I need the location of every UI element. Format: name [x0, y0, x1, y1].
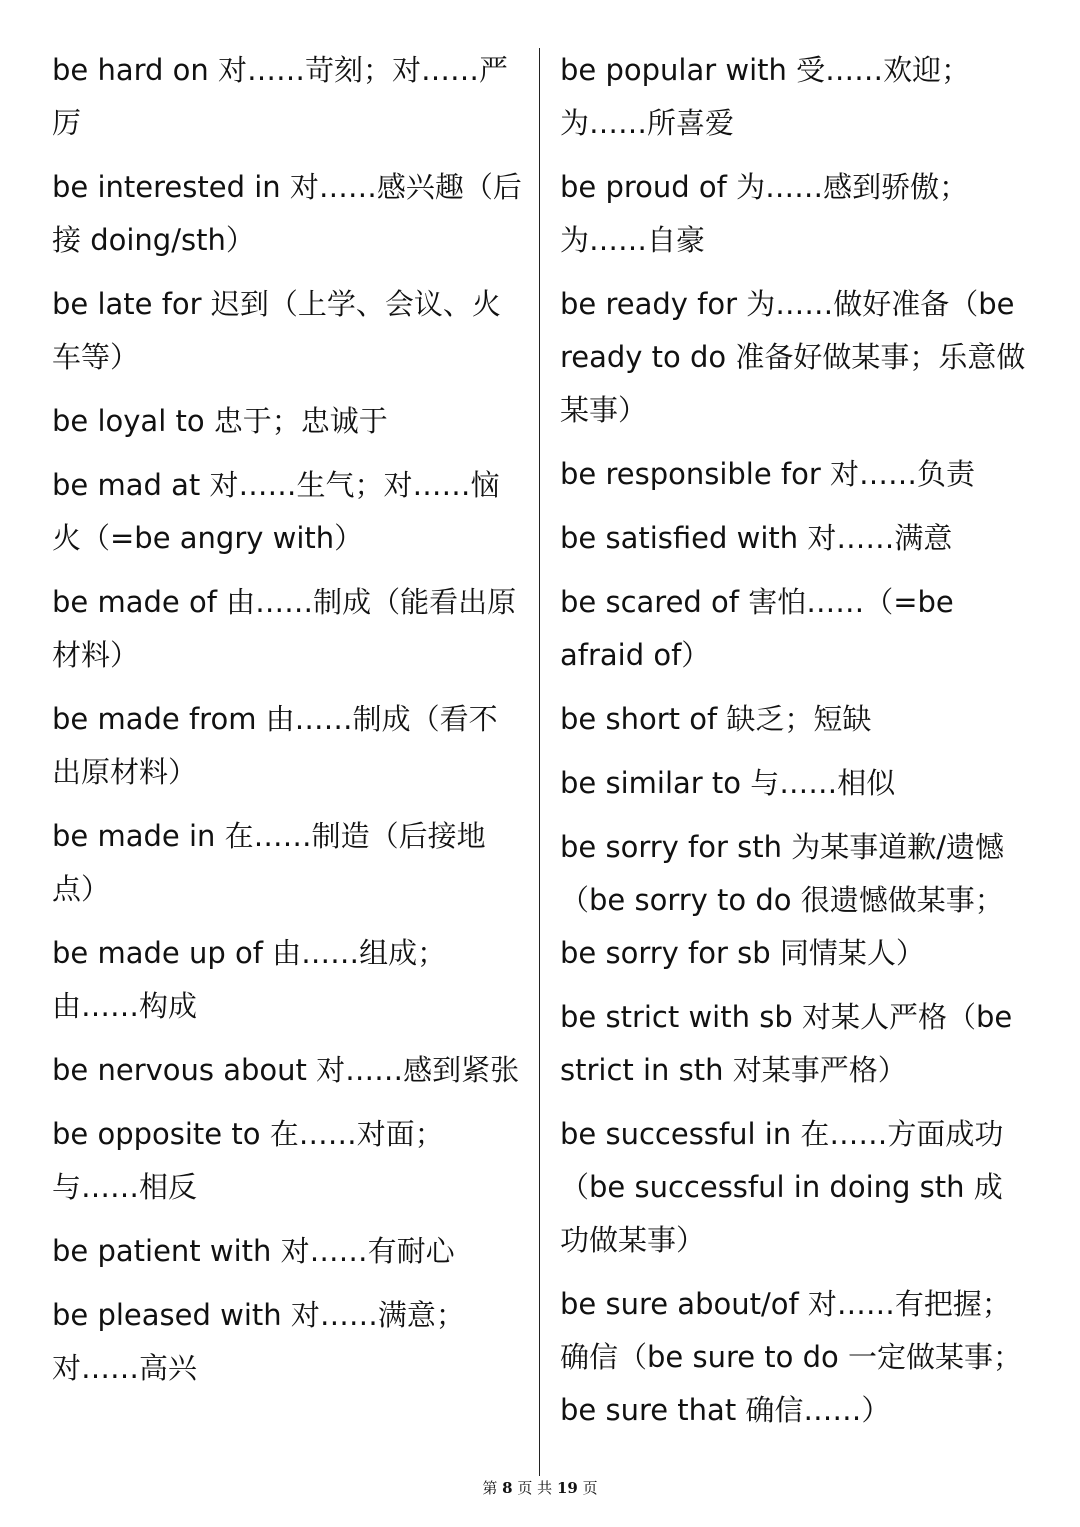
phrase-entry: be responsible for 对……负责: [560, 457, 976, 491]
footer-middle: 页 共: [517, 1479, 553, 1497]
right-column: [560, 44, 1030, 1448]
column-divider: [539, 48, 540, 1476]
phrase-entry: be popular with 受……欢迎；为……所喜爱: [560, 53, 971, 140]
page-footer: [0, 1477, 1080, 1498]
total-pages-number: 19: [556, 1479, 578, 1497]
phrase-entry: be pleased with 对……满意；对……高兴: [52, 1298, 465, 1385]
phrase-entry: be short of 缺乏；短缺: [560, 702, 872, 736]
phrase-entry: be ready for 为……做好准备（be ready to do 准备好做某事；乐意做某事）: [560, 287, 1026, 427]
phrase-entry: be scared of 害怕……（=be afraid of）: [560, 585, 954, 672]
phrase-entry: be hard on 对……苛刻；对……严厉: [52, 53, 508, 140]
current-page-number: 8: [502, 1479, 513, 1497]
phrase-entry: be proud of 为……感到骄傲；为……自豪: [560, 170, 969, 257]
phrase-entry: be patient with 对……有耐心: [52, 1234, 455, 1268]
phrase-entry: be mad at 对……生气；对……恼火（=be angry with）: [52, 468, 500, 555]
phrase-entry: be nervous about 对……感到紧张: [52, 1053, 520, 1087]
phrase-entry: be interested in 对……感兴趣（后接 doing/sth）: [52, 170, 522, 257]
phrase-entry: be sorry for sth 为某事道歉/遗憾（be sorry to do 很遗憾做某事；be sorry for sb 同情某人）: [560, 830, 1004, 970]
footer-prefix: 第: [482, 1479, 498, 1497]
phrase-entry: be made in 在……制造（后接地点）: [52, 819, 486, 906]
phrase-entry: be successful in 在……方面成功（be successful in doing sth 成功做某事）: [560, 1117, 1004, 1257]
phrase-entry: be opposite to 在……对面；与……相反: [52, 1117, 444, 1204]
phrase-entry: be similar to 与……相似: [560, 766, 896, 800]
footer-suffix: 页: [582, 1479, 598, 1497]
phrase-entry: be strict with sb 对某人严格（be strict in sth 对某事严格）: [560, 1000, 1013, 1087]
phrase-entry: be made up of 由……组成；由……构成: [52, 936, 447, 1023]
left-column: [52, 44, 522, 1406]
phrase-entry: be made from 由……制成（看不出原材料）: [52, 702, 498, 789]
phrase-entry: be made of 由……制成（能看出原材料）: [52, 585, 517, 672]
phrase-entry: be late for 迟到（上学、会议、火车等）: [52, 287, 501, 374]
phrase-entry: be sure about/of 对……有把握；确信（be sure to do 一定做某事；be sure that 确信……）: [560, 1287, 1023, 1427]
phrase-entry: be satisfied with 对……满意: [560, 521, 953, 555]
phrase-entry: be loyal to 忠于；忠诚于: [52, 404, 388, 438]
